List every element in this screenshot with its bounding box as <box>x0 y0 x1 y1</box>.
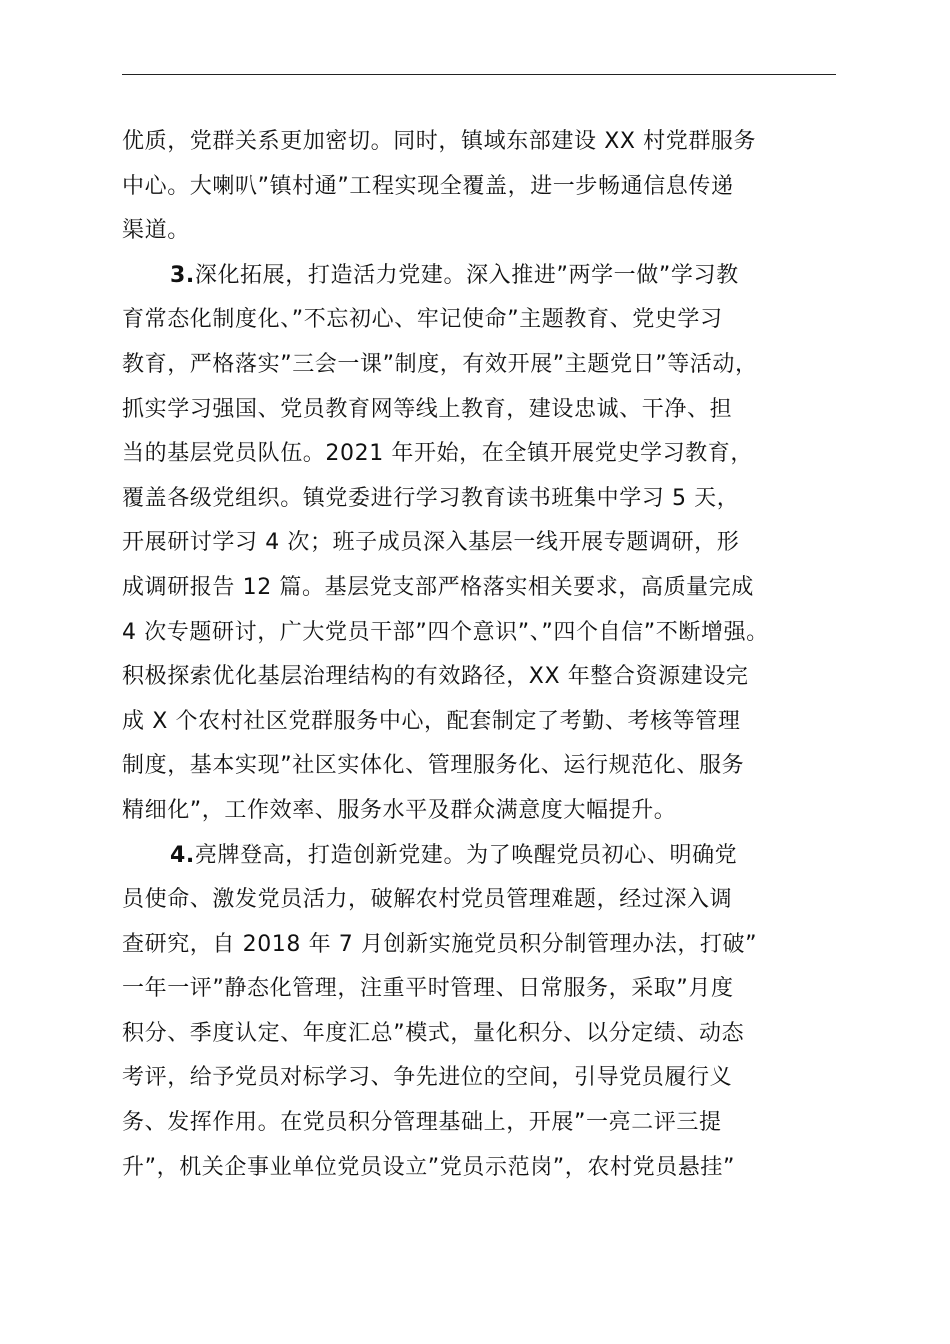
text-line: 查研究，自 2018 年 7 月创新实施党员积分制管理办法，打破” <box>122 931 758 957</box>
text-line: 开展研讨学习 4 次；班子成员深入基层一线开展专题调研，形 <box>122 530 740 556</box>
text-line: 亮牌登高，打造创新党建。为了唤醒党员初心、明确党 <box>194 842 738 868</box>
text-line: 制度，基本实现”社区实体化、管理服务化、运行规范化、服务 <box>122 753 745 779</box>
text-line: 积极探索优化基层治理结构的有效路径，XX 年整合资源建设完 <box>122 664 749 690</box>
text-line: 员使命、激发党员活力，破解农村党员管理难题，经过深入调 <box>122 887 733 913</box>
header-divider <box>122 74 836 75</box>
text-line: 覆盖各级党组织。镇党委进行学习教育读书班集中学习 5 天， <box>122 485 740 511</box>
item-number-4: 4. <box>170 842 195 868</box>
paragraph-3-first-line <box>122 254 862 299</box>
text-line: 中心。大喇叭”镇村通”工程实现全覆盖，进一步畅通信息传递 <box>122 173 734 199</box>
text-line: 4 次专题研讨，广大党员干部”四个意识”、”四个自信”不断增强。 <box>122 619 769 645</box>
text-line: 升”，机关企事业单位党员设立”党员示范岗”，农村党员悬挂” <box>122 1154 735 1180</box>
text-line: 优质，党群关系更加密切。同时，镇域东部建设 XX 村党群服务 <box>122 129 757 154</box>
text-line: 当的基层党员队伍。2021 年开始，在全镇开展党史学习教育， <box>122 441 753 467</box>
text-line: 精细化”，工作效率、服务水平及群众满意度大幅提升。 <box>122 797 677 823</box>
text-line: 积分、季度认定、年度汇总”模式，量化积分、以分定绩、动态 <box>122 1020 745 1046</box>
text-line: 育常态化制度化、”不忘初心、牢记使命”主题教育、党史学习 <box>122 307 723 333</box>
text-line: 抓实学习强国、党员教育网等线上教育，建设忠诚、干净、担 <box>122 396 733 422</box>
text-line: 教育，严格落实”三会一课”制度，有效开展”主题党日”等活动， <box>122 351 758 377</box>
text-line: 成调研报告 12 篇。基层党支部严格落实相关要求，高质量完成 <box>122 574 754 600</box>
text-line: 一年一评”静态化管理，注重平时管理、日常服务，采取”月度 <box>122 976 734 1002</box>
text-line: 考评，给予党员对标学习、争先进位的空间，引导党员履行义 <box>122 1065 733 1091</box>
text-line: 成 X 个农村社区党群服务中心，配套制定了考勤、考核等管理 <box>122 708 741 734</box>
text-line: 深化拓展，打造活力党建。深入推进”两学一做”学习教 <box>194 262 739 288</box>
text-line: 渠道。 <box>122 218 190 244</box>
text-line: 务、发挥作用。在党员积分管理基础上，开展”一亮二评三提 <box>122 1110 722 1136</box>
paragraph-4-first-line <box>122 834 862 879</box>
document-body <box>122 120 862 1190</box>
item-number-3: 3. <box>170 262 195 288</box>
